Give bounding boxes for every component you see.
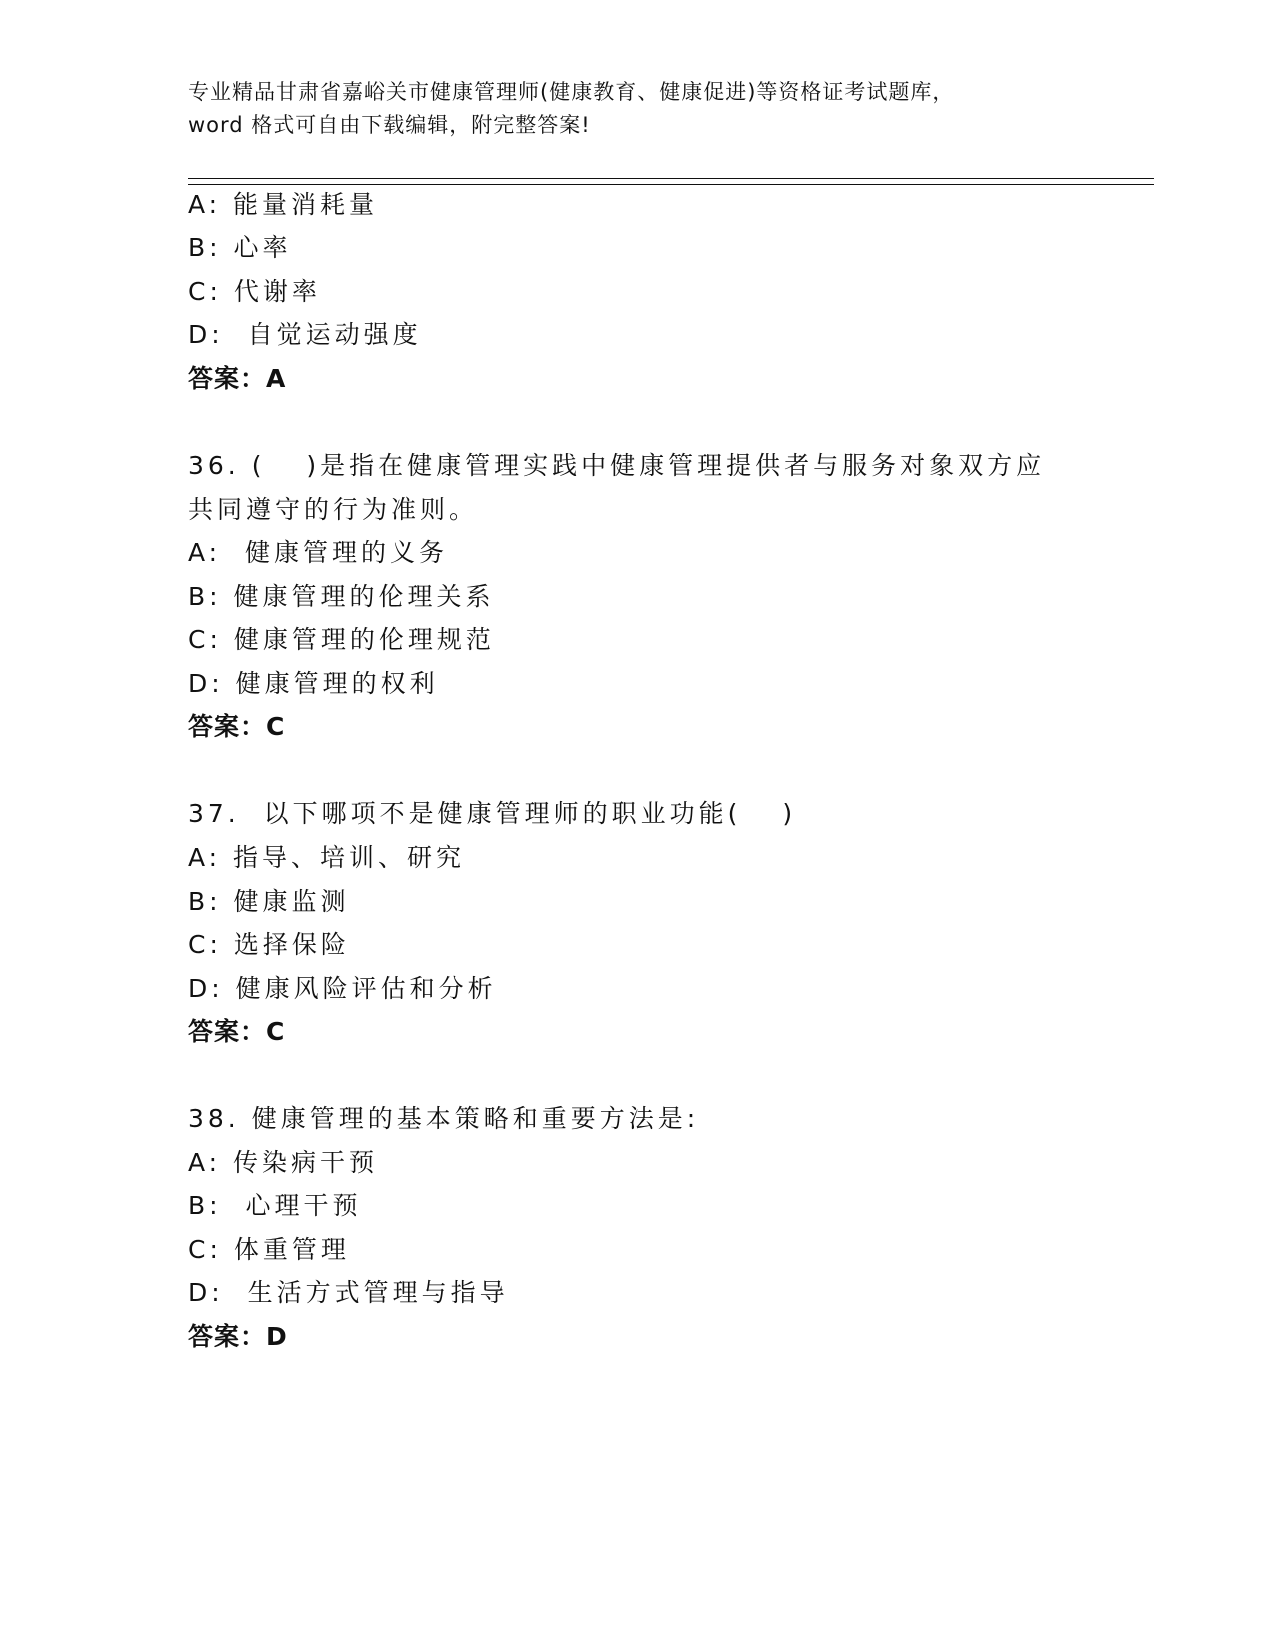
option-b: B: 健康管理的伦理关系 — [188, 582, 495, 611]
header-line-1: 专业精品甘肃省嘉峪关市健康管理师(健康教育、健康促进)等资格证考试题库， — [188, 80, 955, 104]
answer: 答案：C — [188, 712, 286, 741]
answer: 答案：C — [188, 1017, 286, 1046]
option-a: A: 健康管理的义务 — [188, 538, 448, 567]
option-d: D: 自觉运动强度 — [188, 320, 422, 349]
option-d: D: 健康管理的权利 — [188, 669, 439, 698]
option-b: B: 心率 — [188, 233, 292, 262]
option-d: D: 生活方式管理与指导 — [188, 1278, 509, 1307]
header-divider-top — [188, 178, 1154, 179]
answer: 答案：D — [188, 1322, 288, 1351]
option-a: A: 能量消耗量 — [188, 190, 379, 219]
option-c: C: 选择保险 — [188, 930, 350, 959]
question-36-line-1: 36. ( )是指在健康管理实践中健康管理提供者与服务对象双方应 — [188, 451, 1046, 480]
question-36-line-2: 共同遵守的行为准则。 — [188, 495, 479, 524]
question-37: 37. 以下哪项不是健康管理师的职业功能( ) — [188, 799, 797, 828]
option-c: C: 代谢率 — [188, 277, 321, 306]
option-a: A: 传染病干预 — [188, 1148, 379, 1177]
option-b: B: 心理干预 — [188, 1191, 362, 1220]
option-a: A: 指导、培训、研究 — [188, 843, 466, 872]
option-b: B: 健康监测 — [188, 887, 350, 916]
question-38: 38. 健康管理的基本策略和重要方法是: — [188, 1104, 700, 1133]
header-line-2: word 格式可自由下载编辑，附完整答案! — [188, 113, 591, 137]
option-d: D: 健康风险评估和分析 — [188, 974, 497, 1003]
option-c: C: 健康管理的伦理规范 — [188, 625, 495, 654]
option-c: C: 体重管理 — [188, 1235, 350, 1264]
answer: 答案：A — [188, 364, 287, 393]
header-divider-bottom — [188, 184, 1154, 185]
document-header — [188, 76, 1088, 142]
